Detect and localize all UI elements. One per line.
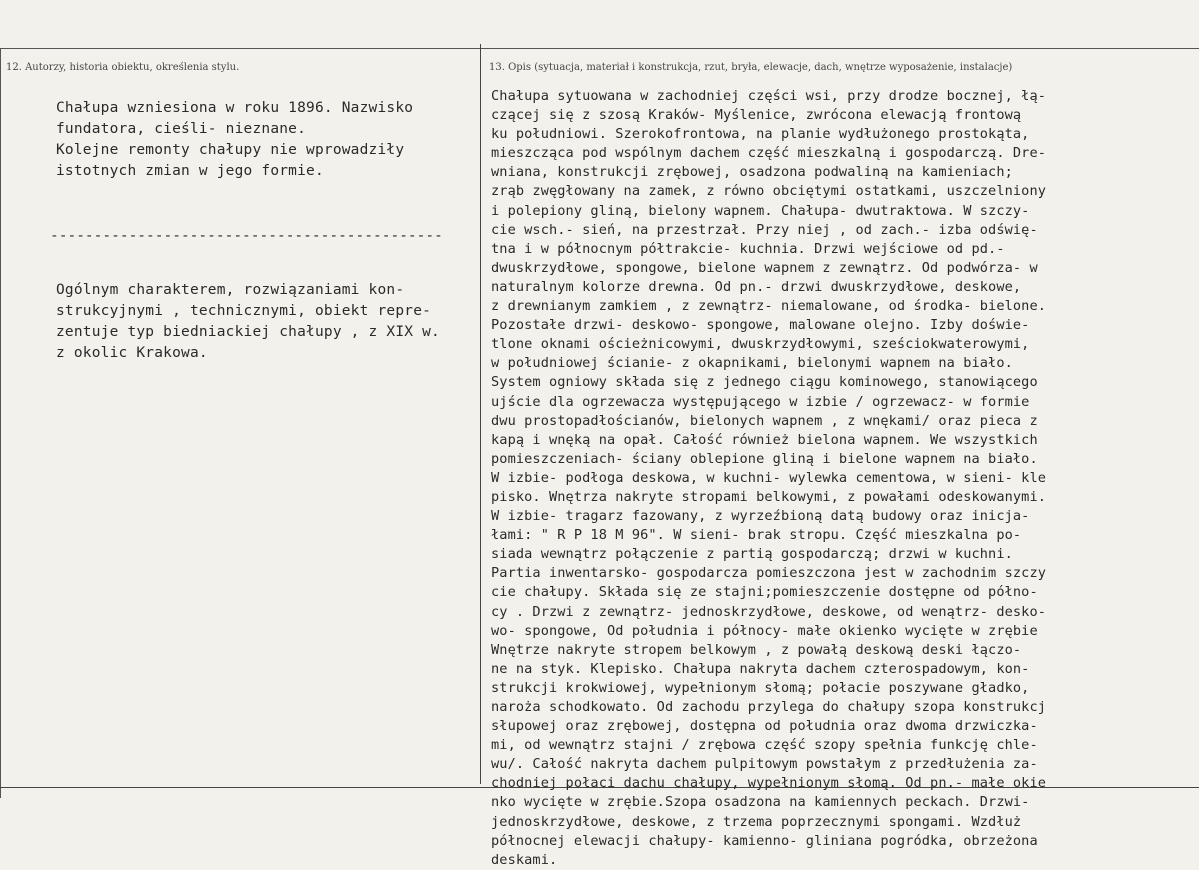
history-text: Chałupa wzniesiona w roku 1896. Nazwisko fundatora, cieśli- nieznane. Kolejne remonty chałupy nie wprowadziły istotnych zmian w jego formie. bbox=[56, 100, 414, 179]
column-divider bbox=[480, 44, 481, 784]
description-text: Chałupa sytuowana w zachodniej części wsi, przy drodze bocznej, łą- czącej się z szosą Kraków- Myślenice, zwrócona elewacją frontową ku południowi. Szerokofrontowa, na planie wydłużonego prostokąta, mieszcząca pod wspólnym dachem część mieszkalną i gospodarczą. Dre- wniana, konstrukcji zrębowej, osadzona podwaliną na kamieniach; zrąb zwęgłowany na zamek, z równo obciętymi ostatkami, uszczelniony i polepiony gliną, bielony wapnem. Chałupa- dwutraktowa. W szczy- cie wsch.- sień, na przestrzał. Przy niej , od zach.- izba odświę- tna i w północnym półtrakcie- kuchnia. Drzwi wejściowe od pd.- dwuskrzydłowe, spongowe, bielone wapnem z zewnątrz. Od podwórza- w naturalnym kolorze drewna. Od pn.- drzwi dwuskrzydłowe, deskowe, z drewnianym zamkiem , z zewnątrz- niemalowane, od środka- bielone. Pozostałe drzwi- deskowo- spongowe, malowane olejno. Izby doświe- tlone oknami ościeżnicowymi, dwuskrzydłowymi, sześciokwaterowymi, w południowej ścianie- z okapnikami, bielonymi wapnem na biało. System ogniowy składa się z jednego ciągu kominowego, stanowiącego ujście dla ogrzewacza występującego w izbie / ogrzewacz- w formie dwu prostopadłościanów, bielonych wapnem , z wnękami/ oraz pieca z kapą i wnęką na opał. Całość również bielona wapnem. We wszystkich pomieszczeniach- ściany oblepione gliną i bielone wapnem na biało. W izbie- podłoga deskowa, w kuchni- wylewka cementowa, w sieni- kle pisko. Wnętrza nakryte stropami belkowymi, z powałami odeskowanymi. W izbie- tragarz fazowany, z wyrzeźbioną datą budowy oraz inicja- łami: " R P 18 M 96". W sieni- brak stropu. Część mieszkalna po- siada wewnątrz połączenie z partią gospodarczą; drzwi w kuchni. Partia inwentarsko- gospodarcza pomieszczona jest w zachodnim szczy cie chałupy. Składa się ze stajni;pomieszczenie dostępne od półno- cy . Drzwi z zewnątrz- jednoskrzydłowe, deskowe, od wenątrz- desko- wo- spongowe, Od południa i północy- małe okienko wycięte w zrębie Wnętrze nakryte stropem belkowym , z powałą deskową deski łączo- ne na styk. Klepisko. Chałupa nakryta dachem czterospadowym, kon- strukcji krokwiowej, wypełnionym słomą; połacie poszywane gładko, naroża schodkowato. Od zachodu przylega do chałupy szopa konstrukcj słupowej oraz zrębowej, dostępna od południa oraz dwoma drzwiczka- mi, od wewnątrz stajni / zrębowa część szopy spełnia funkcję chle- wu/. Całość nakryta dachem pulpitowym powstałym z przedłużenia za- chodniej połaci dachu chałupy, wypełnionym słomą. Od pn.- małe okie nko wycięte w zrębie.Szopa osadzona na kamiennych peckach. Drzwi- jednoskrzydłowe, deskowe, z trzema poprzecznymi spongami. Wzdłuż północnej elewacji chałupy- kamienno- gliniana pogródka, obrzeżona deskami. bbox=[491, 88, 1047, 868]
character-text: Ogólnym charakterem, rozwiązaniami kon- strukcyjnymi , technicznymi, obiekt repre- zentuje typ biedniackiej chałupy , z XIX w. z okolic Krakowa. bbox=[56, 282, 440, 361]
field-13-caption: 13. Opis (sytuacja, materiał i konstrukcja, rzut, bryła, elewacje, dach, wnętrze wyposażenie, instalacje) bbox=[489, 62, 1013, 73]
field-12-caption: 12. Autorzy, historia obiektu, określenia stylu. bbox=[6, 62, 240, 73]
dashed-separator: --------------------------------------------- bbox=[50, 228, 443, 244]
form-left-border bbox=[0, 48, 1, 798]
form-top-border bbox=[0, 48, 1199, 49]
